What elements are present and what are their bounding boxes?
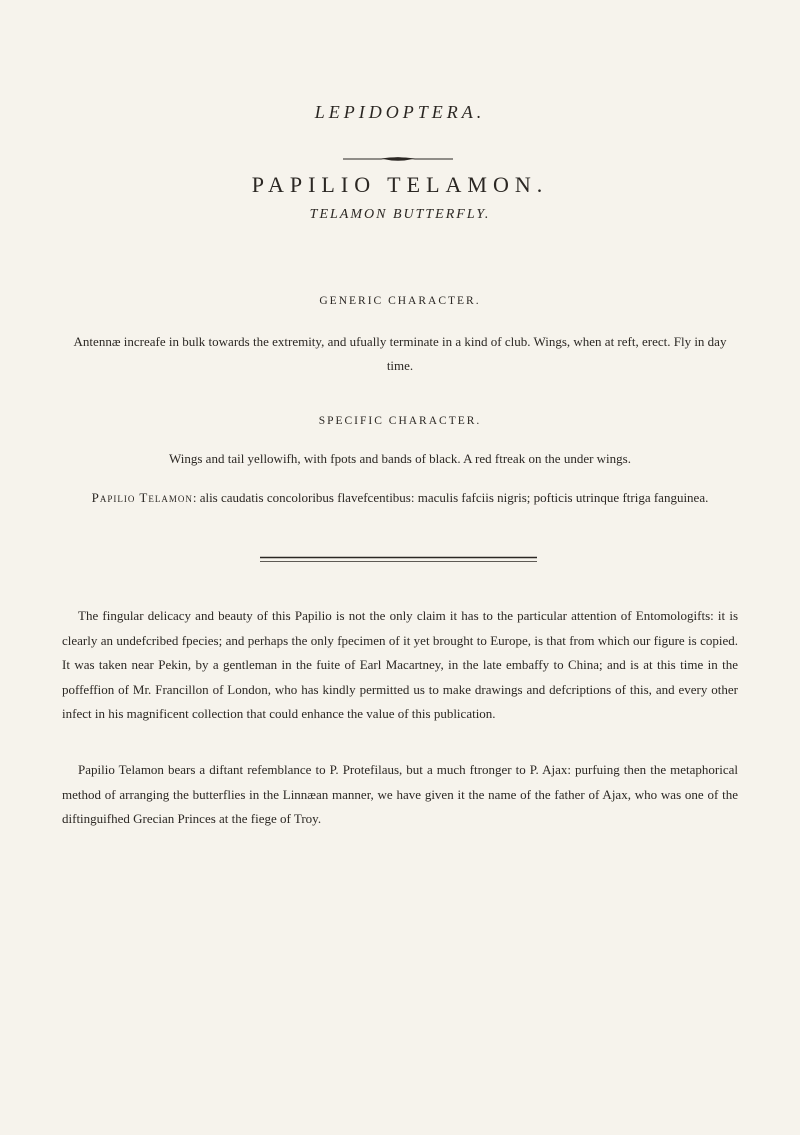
body-paragraph: Papilio Telamon bears a diftant refemblance to P. Protefilaus, but a much ftronger to P. Ajax: purfuing then the metaphorical method of arranging the butterflies in the Linnæan manner, we have given it the name of the father of Ajax, who was one of the diftinguifhed Grecian Princes at the fiege of Troy.	[62, 762, 738, 826]
generic-character-text: Antennæ increafe in bulk towards the extremity, and ufually terminate in a kind of club. Wings, when at reft, erect. Fly in day time.	[73, 334, 727, 373]
ornamental-rule	[343, 156, 453, 162]
specific-character-text: Wings and tail yellowifh, with fpots and bands of black. A red ftreak on the under wings.	[169, 451, 631, 466]
double-rule-divider	[260, 556, 537, 563]
species-title: PAPILIO TELAMON.	[251, 172, 549, 197]
latin-description	[60, 486, 740, 510]
latin-description-text: : alis caudatis concoloribus flavefcentibus: maculis fafciis nigris; pofticis utrinque ftriga fanguinea.	[192, 490, 709, 505]
order-title: LEPIDOPTERA.	[314, 102, 486, 122]
common-name: TELAMON BUTTERFLY.	[309, 207, 491, 222]
latin-species-name: Papilio Telamon	[91, 490, 193, 505]
specific-character-heading: SPECIFIC CHARACTER.	[318, 415, 482, 427]
generic-character-heading: GENERIC CHARACTER.	[319, 295, 481, 307]
body-paragraph: The fingular delicacy and beauty of this Papilio is not the only claim it has to the particular attention of Entomologifts: it is clearly an undefcribed fpecies; and perhaps the only fpecimen of it yet brought to Europe, is that from which our figure is copied. It was taken near Pekin, by a gentleman in the fuite of Earl Macartney, in the late embaffy to China; and is at this time in the poffeffion of Mr. Francillon of London, who has kindly permitted us to make drawings and defcriptions of this, and every other infect in his magnificent collection that could enhance the value of this publication.	[62, 608, 738, 721]
